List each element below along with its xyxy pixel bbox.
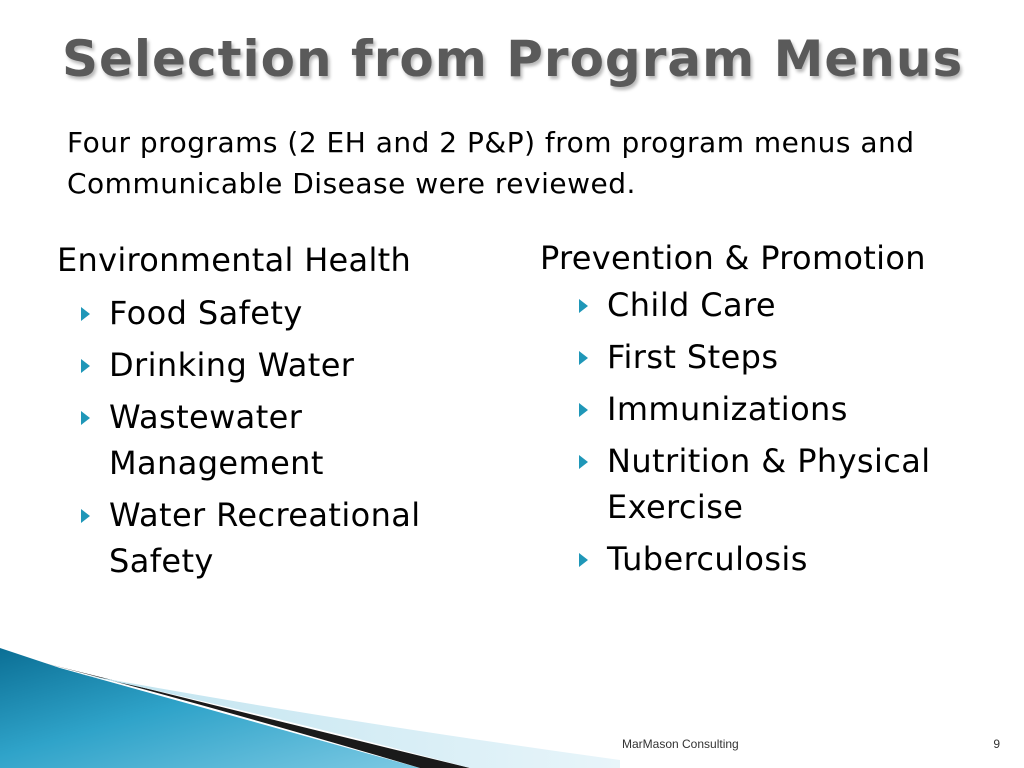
intro-text: Four programs (2 EH and 2 P&P) from program menus and Communicable Disease were reviewed. [67, 126, 915, 200]
list-item [607, 536, 1020, 582]
blue-wave-shape [0, 648, 420, 768]
environmental-health-heading: Environmental Health [57, 241, 412, 279]
list-item-label: Nutrition & Physical Exercise [607, 442, 931, 526]
prevention-promotion-heading: Prevention & Promotion [540, 239, 926, 277]
triangle-bullet-icon [81, 509, 90, 523]
environmental-health-column [57, 238, 497, 590]
decorative-swoosh [0, 640, 1024, 768]
triangle-bullet-icon [579, 403, 588, 417]
list-item-label: Wastewater Management [109, 398, 324, 482]
list-item-label: Food Safety [109, 294, 303, 332]
triangle-bullet-icon [81, 307, 90, 321]
page-number: 9 [993, 737, 1000, 751]
list-item-label: Child Care [607, 286, 776, 324]
triangle-bullet-icon [81, 411, 90, 425]
triangle-bullet-icon [579, 299, 588, 313]
list-item [109, 290, 497, 336]
footer-company: MarMason Consulting [622, 737, 739, 751]
slide-title: Selection from Program Menus [62, 30, 964, 88]
list-item [607, 438, 1020, 530]
list-item-label: Water Recreational Safety [109, 496, 421, 580]
triangle-bullet-icon [579, 455, 588, 469]
list-item [607, 334, 1020, 380]
list-item [109, 394, 497, 486]
list-item-label: Immunizations [607, 390, 848, 428]
list-item [607, 282, 1020, 328]
prevention-promotion-list [607, 282, 1020, 582]
list-item-label: Tuberculosis [607, 540, 808, 578]
list-item [109, 342, 497, 388]
environmental-health-list [109, 290, 497, 584]
list-item [109, 492, 497, 584]
list-item-label: First Steps [607, 338, 779, 376]
triangle-bullet-icon [579, 553, 588, 567]
list-item [607, 386, 1020, 432]
triangle-bullet-icon [579, 351, 588, 365]
triangle-bullet-icon [81, 359, 90, 373]
prevention-promotion-column [540, 236, 1020, 588]
list-item-label: Drinking Water [109, 346, 355, 384]
